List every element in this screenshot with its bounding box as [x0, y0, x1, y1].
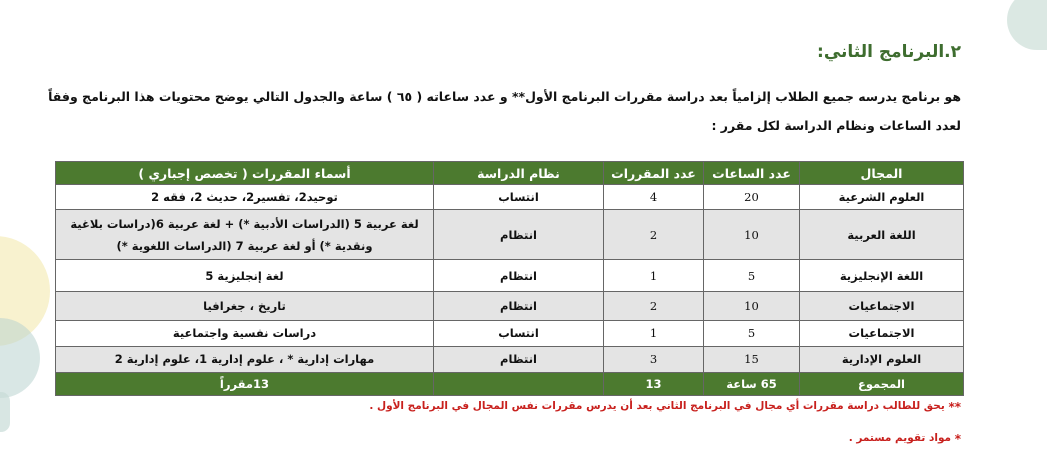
cell-hours: 15 [704, 346, 800, 372]
cell-count: 1 [604, 260, 704, 292]
header-system: نظام الدراسة [434, 162, 604, 185]
cell-system: انتساب [434, 185, 604, 210]
cell-count: 2 [604, 292, 704, 320]
cell-system: انتساب [434, 320, 604, 346]
table-total-row [56, 372, 964, 395]
cell-hours: 10 [704, 210, 800, 260]
header-field: المجال [800, 162, 964, 185]
program-table [55, 161, 964, 396]
decorative-blob-right [1007, 0, 1047, 50]
cell-courses: لغة إنجليزية 5 [56, 260, 434, 292]
table-row [56, 292, 964, 320]
cell-courses: تاريخ ، جغرافيا [56, 292, 434, 320]
section-heading: ٢.البرنامج الثاني: [817, 42, 961, 62]
cell-courses: توحيد2، تفسير2، حديث 2، فقه 2 [56, 185, 434, 210]
cell-count: 4 [604, 185, 704, 210]
total-courses: 13مقرراً [56, 372, 434, 395]
cell-count: 3 [604, 346, 704, 372]
total-system [434, 372, 604, 395]
cell-courses: مهارات إدارية * ، علوم إدارية 1، علوم إدارية 2 [56, 346, 434, 372]
header-courses: أسماء المقررات ( تخصص إجباري ) [56, 162, 434, 185]
cell-hours: 5 [704, 320, 800, 346]
cell-field: اللغة العربية [800, 210, 964, 260]
cell-field: العلوم الشرعية [800, 185, 964, 210]
intro-paragraph: هو برنامج يدرسه جميع الطلاب إلزامياً بعد دراسة مقررات البرنامج الأول** و عدد ساعاته ( ٦٥ ) ساعة والجدول التالي يوضح محتويات هذا البرنامج وفقاً لعدد الساعات ونظام الدراسة لكل مقرر : [48, 89, 961, 133]
table-header-row [56, 162, 964, 185]
footnote-mark: ** [948, 400, 961, 414]
cell-count: 1 [604, 320, 704, 346]
header-hours: عدد الساعات [704, 162, 800, 185]
total-label: المجموع [800, 372, 964, 395]
cell-system: انتظام [434, 260, 604, 292]
cell-hours: 20 [704, 185, 800, 210]
decorative-shape-small [0, 392, 10, 432]
cell-courses: لغة عربية 5 (الدراسات الأدبية *) + لغة عربية 6(دراسات بلاغية ونقدية *) أو لغة عربية 7 (الدراسات اللغوية *) [56, 210, 434, 260]
cell-field: اللغة الإنجليزية [800, 260, 964, 292]
table-row [56, 346, 964, 372]
footnote-text: مواد تقويم مستمر . [848, 432, 952, 444]
total-hours: 65 ساعة [704, 372, 800, 395]
table-row [56, 320, 964, 346]
table-row [56, 260, 964, 292]
cell-field: العلوم الإدارية [800, 346, 964, 372]
cell-field: الاجتماعيات [800, 320, 964, 346]
footnote-double-star [369, 400, 961, 414]
cell-hours: 5 [704, 260, 800, 292]
cell-count: 2 [604, 210, 704, 260]
cell-system: انتظام [434, 292, 604, 320]
cell-hours: 10 [704, 292, 800, 320]
table-row [56, 210, 964, 260]
cell-courses: دراسات نفسية واجتماعية [56, 320, 434, 346]
cell-field: الاجتماعيات [800, 292, 964, 320]
footnote-single-star [849, 432, 961, 446]
total-count: 13 [604, 372, 704, 395]
cell-system: انتظام [434, 210, 604, 260]
header-count: عدد المقررات [604, 162, 704, 185]
decorative-circle-teal [0, 318, 40, 398]
footnote-text: يحق للطالب دراسة مقررات أي مجال في البرنامج الثاني بعد أن يدرس مقررات نفس المجال في البرنامج الأول . [369, 400, 945, 412]
cell-system: انتظام [434, 346, 604, 372]
table-row [56, 185, 964, 210]
footnote-mark: * [954, 432, 961, 446]
